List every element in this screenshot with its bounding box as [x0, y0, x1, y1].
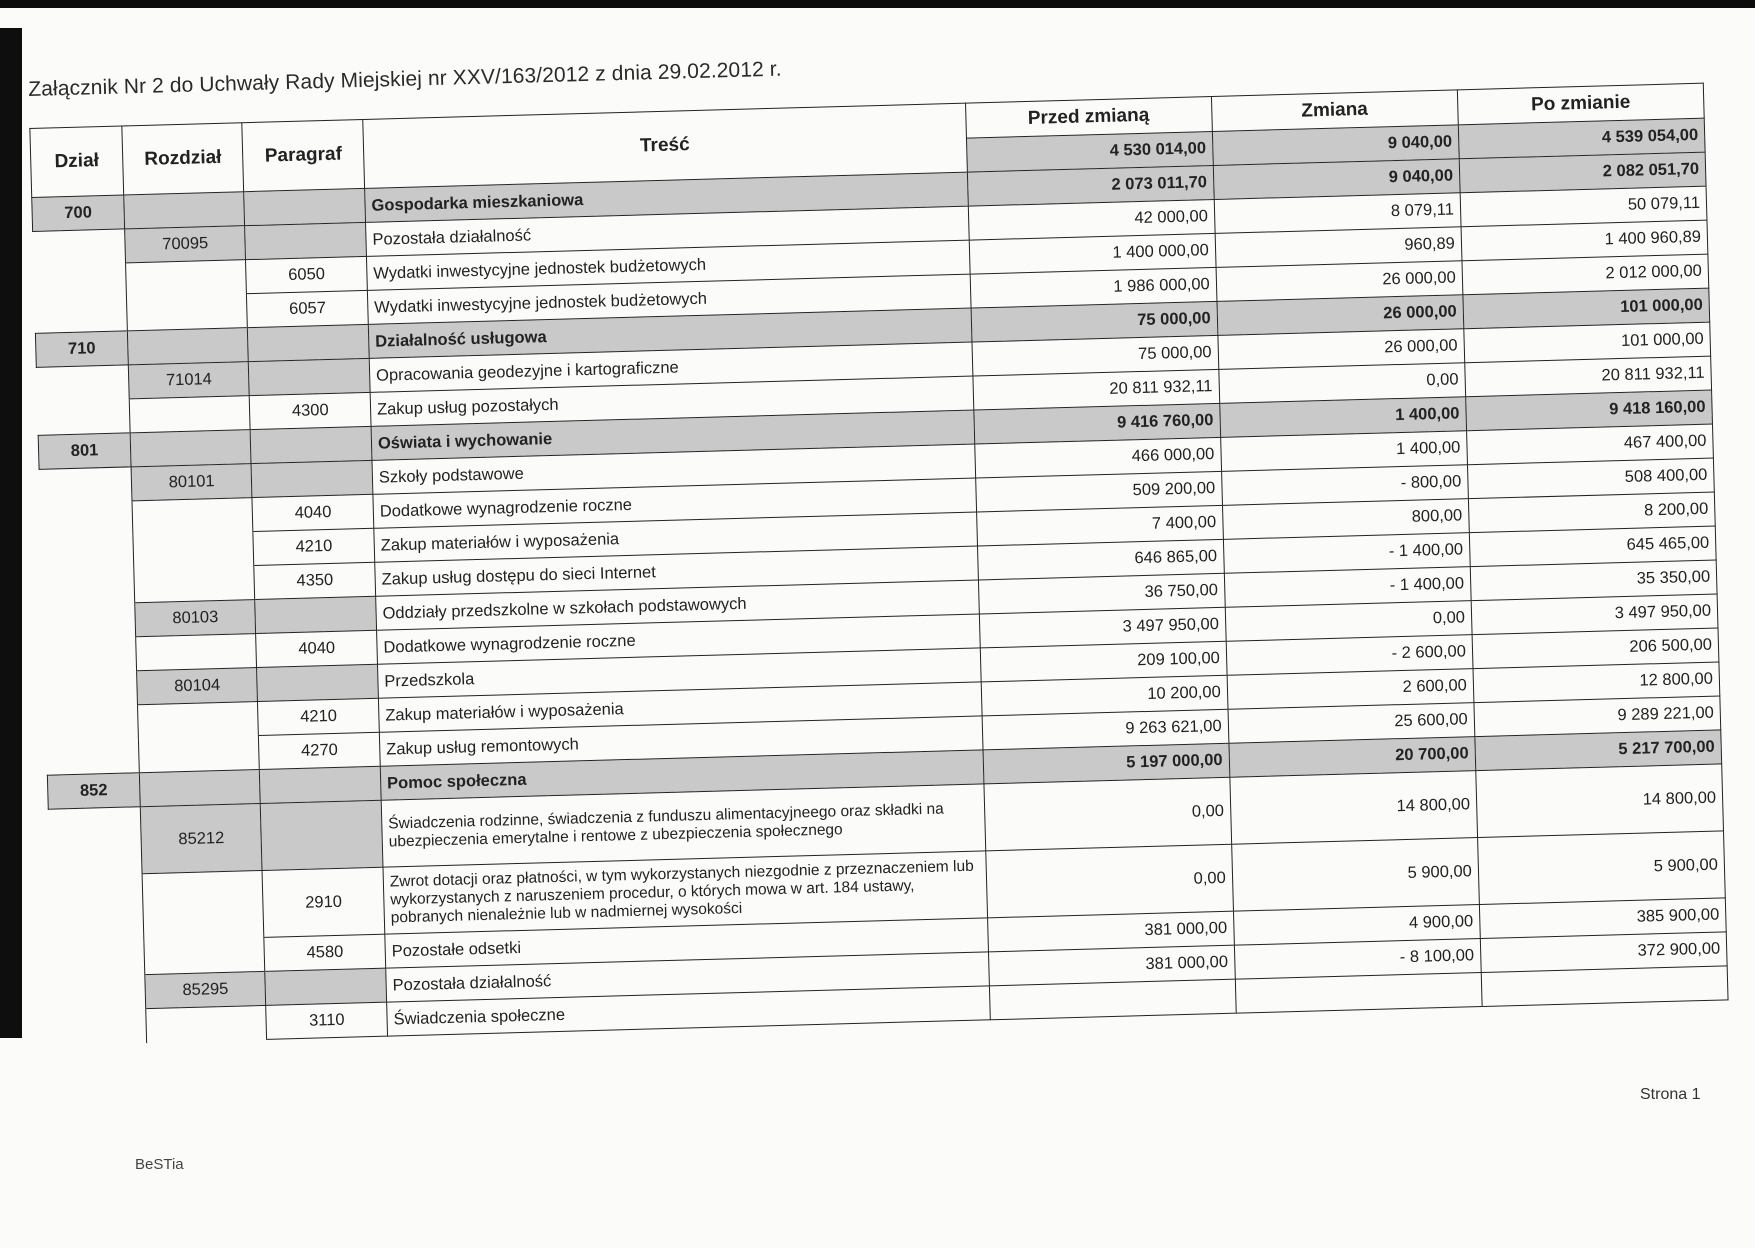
cell-przed: 5 197 000,00: [983, 743, 1230, 784]
cell-zmiana: 2 600,00: [1227, 669, 1474, 710]
cell-rozdzial: [142, 870, 264, 940]
scan-shadow-left: [0, 28, 22, 1038]
cell-tresc: Opracowania geodezyjne i kartograficzne: [369, 342, 972, 392]
cell-rozdzial: 85212: [140, 803, 262, 873]
cell-po: 2 012 000,00: [1462, 254, 1709, 295]
cell-paragraf: 4350: [254, 562, 375, 599]
header-paragraf: Paragraf: [242, 119, 364, 191]
cell-rozdzial: [126, 294, 247, 331]
cell-po: 12 800,00: [1473, 662, 1720, 703]
cell-po: 9 289 221,00: [1474, 696, 1721, 737]
cell-zmiana: 26 000,00: [1218, 329, 1465, 370]
cell-tresc: Świadczenia rodzinne, świadczenia z funduszu alimentacyjneego oraz składki na ubezpieczenia emerytalne i rentowe z ubezpieczenia społecznego: [381, 784, 985, 867]
cell-paragraf: 6057: [247, 290, 368, 327]
cell-przed: 509 200,00: [975, 471, 1222, 512]
cell-po: 35 350,00: [1470, 560, 1717, 601]
cell-tresc: Gospodarka mieszkaniowa: [365, 172, 968, 222]
cell-rozdzial: 85295: [145, 971, 266, 1008]
cell-paragraf: [265, 968, 386, 1005]
cell-dzial: [40, 501, 133, 537]
cell-paragraf: 4270: [259, 732, 380, 769]
total-po: 4 539 054,00: [1458, 118, 1705, 159]
cell-rozdzial: [132, 498, 253, 535]
cell-rozdzial: [139, 769, 260, 806]
cell-przed: 7 400,00: [976, 505, 1223, 546]
cell-zmiana: 800,00: [1222, 499, 1469, 540]
cell-przed: 42 000,00: [968, 199, 1215, 240]
cell-tresc: Pozostałe odsetki: [385, 918, 988, 968]
header-dzial: Dział: [30, 126, 124, 197]
cell-rozdzial: [127, 328, 248, 365]
cell-zmiana: - 2 600,00: [1226, 635, 1473, 676]
cell-zmiana: - 800,00: [1221, 465, 1468, 506]
cell-zmiana: 26 000,00: [1217, 295, 1464, 336]
cell-tresc: Pomoc społeczna: [380, 750, 983, 800]
cell-po: 50 079,11: [1460, 186, 1707, 227]
cell-po: 206 500,00: [1472, 628, 1719, 669]
cell-paragraf: [261, 800, 383, 870]
cell-paragraf: 4210: [253, 528, 374, 565]
cell-tresc: Pozostała działalność: [386, 952, 989, 1002]
cell-rozdzial: [138, 735, 259, 772]
cell-paragraf: [255, 596, 376, 633]
cell-dzial: [48, 807, 142, 876]
cell-tresc: Wydatki inwestycyjne jednostek budżetowych: [367, 274, 970, 324]
total-zmiana: 9 040,00: [1212, 125, 1459, 166]
cell-paragraf: [251, 426, 372, 463]
cell-zmiana: 8 079,11: [1214, 193, 1461, 234]
cell-dzial: [46, 739, 139, 775]
header-rozdzial: Rozdział: [122, 123, 244, 195]
cell-tresc: Wydatki inwestycyjne jednostek budżetowych: [366, 240, 969, 290]
budget-table-body: [32, 152, 1728, 1045]
cell-tresc: Dodatkowe wynagrodzenie roczne: [377, 614, 980, 664]
cell-rozdzial: [129, 396, 250, 433]
cell-paragraf: 4040: [252, 494, 373, 531]
cell-dzial: [36, 365, 129, 401]
cell-rozdzial: [144, 937, 265, 974]
cell-zmiana: 0,00: [1219, 363, 1466, 404]
document-title: Załącznik Nr 2 do Uchwały Rady Miejskiej nr XXV/163/2012 z dnia 29.02.2012 r.: [28, 57, 782, 101]
cell-przed: 36 750,00: [978, 573, 1225, 614]
cell-zmiana: 1 400,00: [1220, 431, 1467, 472]
cell-dzial: [34, 297, 127, 333]
cell-po: 101 000,00: [1464, 322, 1711, 363]
cell-zmiana: 960,89: [1215, 227, 1462, 268]
cell-rozdzial: [133, 532, 254, 569]
cell-tresc: Świadczenia społeczne: [387, 986, 990, 1036]
cell-zmiana: 20 700,00: [1229, 737, 1476, 778]
cell-rozdzial: [146, 1005, 267, 1042]
header-po: Po zmianie: [1457, 83, 1704, 125]
cell-przed: 646 865,00: [977, 539, 1224, 580]
cell-po: 508 400,00: [1467, 458, 1714, 499]
cell-tresc: Zakup usług remontowych: [379, 716, 982, 766]
cell-przed: 10 200,00: [981, 675, 1228, 716]
cell-po: 14 800,00: [1476, 764, 1724, 838]
cell-po: 3 497 950,00: [1471, 594, 1718, 635]
cell-po: 5 217 700,00: [1475, 730, 1722, 771]
cell-przed: [989, 979, 1236, 1020]
cell-paragraf: 4210: [258, 698, 379, 735]
cell-paragraf: [248, 324, 369, 361]
cell-zmiana: 25 600,00: [1228, 703, 1475, 744]
cell-zmiana: - 8 100,00: [1234, 939, 1481, 980]
cell-rozdzial: [125, 260, 246, 297]
cell-przed: 9 263 621,00: [982, 709, 1229, 750]
cell-dzial: [53, 975, 146, 1011]
cell-tresc: Oświata i wychowanie: [371, 410, 974, 460]
cell-tresc: Zakup materiałów i wyposażenia: [378, 682, 981, 732]
cell-paragraf: 2910: [262, 867, 384, 937]
cell-rozdzial: 70095: [125, 226, 246, 263]
cell-zmiana: 14 800,00: [1230, 771, 1478, 845]
cell-przed: 75 000,00: [971, 301, 1218, 342]
cell-dzial: 852: [47, 773, 140, 809]
cell-po: 8 200,00: [1468, 492, 1715, 533]
cell-dzial: [45, 671, 138, 707]
cell-paragraf: 3110: [266, 1002, 387, 1039]
cell-dzial: [43, 603, 136, 639]
cell-po: 2 082 051,70: [1459, 152, 1706, 193]
cell-przed: 20 811 932,11: [972, 369, 1219, 410]
cell-przed: 381 000,00: [987, 911, 1234, 952]
cell-paragraf: 4300: [250, 392, 371, 429]
cell-tresc: Oddziały przedszkolne w szkołach podstawowych: [376, 580, 979, 630]
document-page: [0, 8, 1755, 1248]
cell-dzial: [37, 399, 130, 435]
cell-dzial: 801: [38, 433, 131, 469]
cell-tresc: Przedszkola: [377, 648, 980, 698]
cell-dzial: 700: [32, 195, 125, 231]
cell-przed: 466 000,00: [974, 437, 1221, 478]
page-number: Strona 1: [1640, 1086, 1701, 1103]
cell-tresc: Zakup materiałów i wyposażenia: [374, 512, 977, 562]
header-przed: Przed zmianą: [965, 97, 1212, 139]
cell-rozdzial: [137, 702, 258, 739]
cell-zmiana: 26 000,00: [1216, 261, 1463, 302]
cell-przed: 75 000,00: [972, 335, 1219, 376]
cell-tresc: Pozostała działalność: [365, 206, 968, 256]
cell-przed: 1 400 000,00: [969, 233, 1216, 274]
cell-po: 372 900,00: [1480, 932, 1727, 973]
cell-po: 101 000,00: [1463, 288, 1710, 329]
cell-dzial: [41, 535, 134, 571]
cell-zmiana: 1 400,00: [1219, 397, 1466, 438]
cell-tresc: Działalność usługowa: [368, 308, 971, 358]
cell-rozdzial: 80104: [136, 668, 257, 705]
cell-tresc: Zwrot dotacji oraz płatności, w tym wykorzystanych niezgodnie z przeznaczeniem lub wykorzystanych z naruszeniem procedur, o których mowa w art. 184 ustawy, pobranych nienależnie lub w nadmiernej wysokości: [383, 851, 987, 934]
cell-tresc: Zakup usług dostępu do sieci Internet: [375, 546, 978, 596]
cell-paragraf: [260, 766, 381, 803]
cell-tresc: Szkoły podstawowe: [372, 444, 975, 494]
cell-przed: 1 986 000,00: [970, 267, 1217, 308]
cell-zmiana: 5 900,00: [1231, 838, 1479, 912]
budget-table: [29, 83, 1728, 1046]
cell-tresc: Zakup usług pozostałych: [370, 376, 973, 426]
cell-po: 1 400 960,89: [1461, 220, 1708, 261]
cell-dzial: [54, 1009, 147, 1045]
cell-rozdzial: 80103: [135, 600, 256, 637]
cell-dzial: [42, 569, 135, 605]
cell-paragraf: 4040: [256, 630, 377, 667]
cell-po: 5 900,00: [1477, 831, 1725, 905]
cell-przed: 381 000,00: [988, 945, 1235, 986]
document-content: [28, 33, 1734, 1046]
cell-przed: 0,00: [983, 777, 1231, 851]
cell-paragraf: [245, 222, 366, 259]
cell-po: 9 418 160,00: [1465, 390, 1712, 431]
cell-dzial: [44, 637, 137, 673]
cell-tresc: Dodatkowe wynagrodzenie roczne: [373, 478, 976, 528]
header-zmiana: Zmiana: [1211, 90, 1458, 132]
cell-przed: 209 100,00: [980, 641, 1227, 682]
cell-po: [1481, 966, 1728, 1007]
cell-paragraf: 4580: [264, 934, 385, 971]
header-tresc: Treść: [363, 103, 967, 188]
cell-zmiana: 9 040,00: [1213, 159, 1460, 200]
cell-rozdzial: 71014: [128, 362, 249, 399]
cell-zmiana: - 1 400,00: [1223, 533, 1470, 574]
cell-zmiana: - 1 400,00: [1224, 567, 1471, 608]
cell-przed: 9 416 760,00: [973, 403, 1220, 444]
cell-dzial: 710: [35, 331, 128, 367]
cell-rozdzial: [130, 430, 251, 467]
cell-zmiana: 0,00: [1225, 601, 1472, 642]
cell-rozdzial: [134, 566, 255, 603]
cell-po: 645 465,00: [1469, 526, 1716, 567]
cell-paragraf: 6050: [246, 256, 367, 293]
cell-po: 20 811 932,11: [1465, 356, 1712, 397]
cell-dzial: [50, 874, 144, 943]
cell-dzial: [46, 705, 139, 741]
cell-rozdzial: [136, 634, 257, 671]
cell-dzial: [33, 229, 126, 265]
cell-przed: 0,00: [985, 844, 1233, 918]
cell-paragraf: [249, 358, 370, 395]
cell-paragraf: [257, 664, 378, 701]
cell-rozdzial: [124, 192, 245, 229]
cell-dzial: [52, 941, 145, 977]
cell-dzial: [34, 263, 127, 299]
cell-przed: 2 073 011,70: [967, 165, 1214, 206]
cell-zmiana: [1235, 973, 1482, 1014]
cell-paragraf: [251, 460, 372, 497]
cell-po: 467 400,00: [1466, 424, 1713, 465]
cell-po: 385 900,00: [1479, 898, 1726, 939]
cell-zmiana: 4 900,00: [1233, 905, 1480, 946]
software-brand: BeSTia: [135, 1156, 184, 1173]
cell-paragraf: [244, 188, 365, 225]
cell-rozdzial: 80101: [131, 464, 252, 501]
cell-dzial: [39, 467, 132, 503]
cell-przed: 3 497 950,00: [979, 607, 1226, 648]
total-przed: 4 530 014,00: [966, 131, 1213, 172]
